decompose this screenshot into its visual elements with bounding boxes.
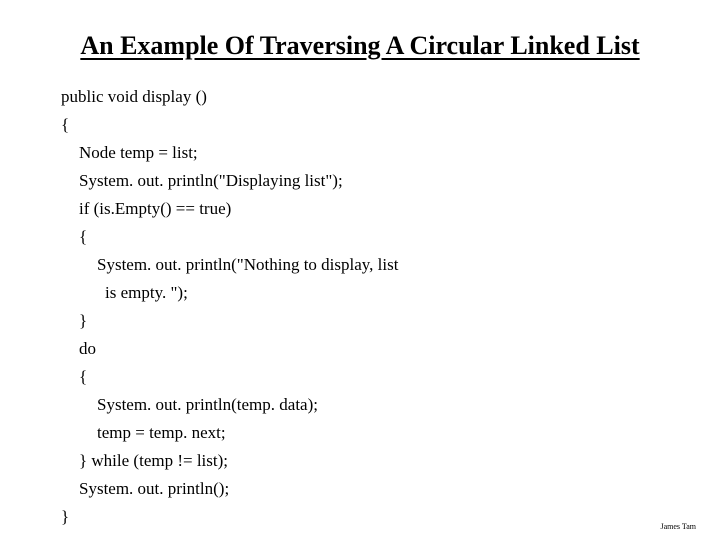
code-line-while: } while (temp != list); — [79, 451, 228, 470]
code-line-print-displaying: System. out. println("Displaying list"); — [79, 171, 343, 190]
code-line-open-brace: { — [61, 115, 70, 134]
code-line-if-empty: if (is.Empty() == true) — [79, 199, 232, 218]
code-line-print-nothing-cont: is empty. "); — [105, 283, 188, 302]
code-line-print-nothing: System. out. println("Nothing to display, list — [97, 255, 399, 274]
code-block — [0, 86, 700, 536]
code-line-do-open-brace: { — [79, 367, 88, 386]
code-line-node-temp: Node temp = list; — [79, 143, 198, 162]
author-credit: James Tam — [660, 522, 696, 531]
code-line-method-signature: public void display () — [61, 87, 207, 106]
code-line-print-newline: System. out. println(); — [79, 479, 230, 498]
slide-title: An Example Of Traversing A Circular Linked List — [80, 31, 640, 60]
code-line-if-close-brace: } — [79, 311, 88, 330]
code-line-if-open-brace: { — [79, 227, 88, 246]
code-line-temp-next: temp = temp. next; — [97, 423, 226, 442]
code-line-close-brace: } — [61, 507, 70, 526]
code-line-print-data: System. out. println(temp. data); — [97, 395, 318, 414]
code-line-do: do — [79, 339, 96, 358]
